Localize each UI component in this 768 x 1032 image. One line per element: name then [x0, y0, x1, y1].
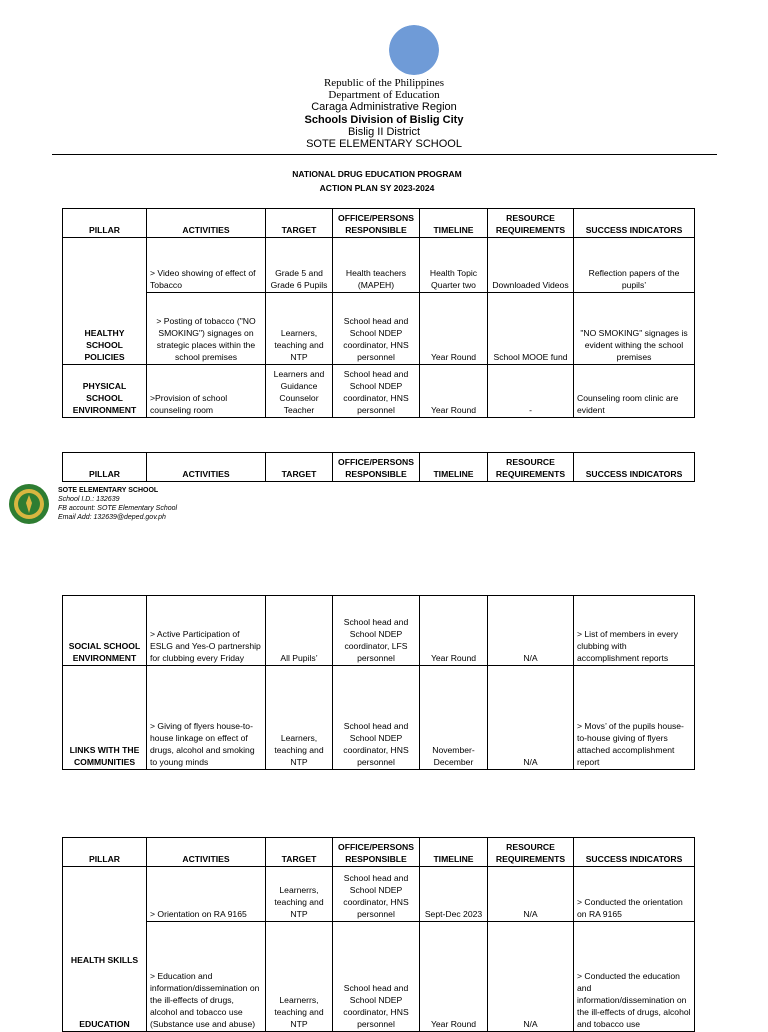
header-pillar: PILLAR — [63, 453, 147, 482]
header-pillar: PILLAR — [63, 209, 147, 238]
pillar-cell: PHYSICAL SCHOOL ENVIRONMENT — [63, 365, 147, 418]
pillar-cell: LINKS WITH THE COMMUNITIES — [63, 666, 147, 770]
table-row — [63, 293, 695, 365]
resource-cell: School MOOE fund — [488, 293, 574, 365]
action-plan-table-2 — [62, 452, 695, 482]
timeline-cell: Year Round — [420, 365, 488, 418]
footer-email: Email Add: 132639@deped.gov.ph — [58, 514, 166, 521]
resource-cell: N/A — [488, 666, 574, 770]
table-row — [63, 238, 695, 293]
header-timeline: TIMELINE — [420, 453, 488, 482]
header-target: TARGET — [266, 838, 333, 867]
header-activities: ACTIVITIES — [147, 838, 266, 867]
target-cell: Learnerrs, teaching and NTP — [266, 922, 333, 1032]
resource-cell: Downloaded Videos — [488, 238, 574, 293]
letterhead-region: Caraga Administrative Region — [311, 101, 457, 113]
action-plan-table-4 — [62, 837, 695, 1032]
activity-cell: > Education and information/dissemination on the ill-effects of drugs, alcohol and tobacco use (Substance use and abuse) — [147, 922, 266, 1032]
header-resource: RESOURCE REQUIREMENTS — [488, 453, 574, 482]
timeline-cell: Year Round — [420, 922, 488, 1032]
header-target: TARGET — [266, 209, 333, 238]
indicator-cell: > Conducted the orientation on RA 9165 — [574, 867, 695, 922]
table-row — [63, 867, 695, 922]
header-indicators: SUCCESS INDICATORS — [574, 453, 695, 482]
resource-cell: - — [488, 365, 574, 418]
timeline-cell: Sept-Dec 2023 — [420, 867, 488, 922]
header-timeline: TIMELINE — [420, 838, 488, 867]
resource-cell: N/A — [488, 596, 574, 666]
deped-seal-icon — [389, 25, 439, 75]
school-logo-icon — [8, 483, 50, 525]
resource-cell: N/A — [488, 867, 574, 922]
timeline-cell: Year Round — [420, 293, 488, 365]
indicator-cell: > Conducted the education and information/dissemination on the ill-effects of drugs, alcohol and tobacco use — [574, 922, 695, 1032]
indicator-cell: "NO SMOKING" signages is evident withing the school premises — [574, 293, 695, 365]
action-plan-table-1 — [62, 208, 695, 418]
header-resource: RESOURCE REQUIREMENTS — [488, 209, 574, 238]
footer-fb-account: FB account: SOTE Elementary School — [58, 505, 178, 512]
footer-school-id: School I.D.: 132639 — [58, 496, 120, 503]
timeline-cell: November-December — [420, 666, 488, 770]
plan-title: NATIONAL DRUG EDUCATION PROGRAM — [292, 169, 462, 179]
table-header-row — [63, 209, 695, 238]
plan-subtitle: ACTION PLAN SY 2023-2024 — [319, 183, 435, 193]
header-office: OFFICE/PERSONS RESPONSIBLE — [333, 453, 420, 482]
header-indicators: SUCCESS INDICATORS — [574, 838, 695, 867]
office-cell: School head and School NDEP coordinator, HNS personnel — [333, 293, 420, 365]
office-cell: School head and School NDEP coordinator, HNS personnel — [333, 922, 420, 1032]
header-timeline: TIMELINE — [420, 209, 488, 238]
letterhead-district: Bislig II District — [347, 126, 421, 138]
table-row — [63, 666, 695, 770]
office-cell: Health teachers (MAPEH) — [333, 238, 420, 293]
pillar-health-skills: HEALTH SKILLS — [70, 955, 139, 965]
pillar-cell — [63, 867, 147, 1032]
action-plan-table-3 — [62, 595, 695, 770]
indicator-cell: > List of members in every clubbing with accomplishment reports — [574, 596, 695, 666]
letterhead-republic: Republic of the Philippines — [323, 77, 445, 89]
header-resource: RESOURCE REQUIREMENTS — [488, 838, 574, 867]
indicator-cell: Reflection papers of the pupils’ — [574, 238, 695, 293]
table-row — [63, 365, 695, 418]
footer-school-name: SOTE ELEMENTARY SCHOOL — [58, 487, 159, 494]
table-row — [63, 922, 695, 1032]
timeline-cell: Health Topic Quarter two — [420, 238, 488, 293]
table-row — [63, 596, 695, 666]
activity-cell: > Orientation on RA 9165 — [147, 867, 266, 922]
target-cell: Learnerrs, teaching and NTP — [266, 867, 333, 922]
office-cell: School head and School NDEP coordinator, HNS personnel — [333, 867, 420, 922]
pillar-cell: HEALTHY SCHOOL POLICIES — [63, 238, 147, 365]
header-activities: ACTIVITIES — [147, 209, 266, 238]
office-cell: School head and School NDEP coordinator, LFS personnel — [333, 596, 420, 666]
resource-cell: N/A — [488, 922, 574, 1032]
header-indicators: SUCCESS INDICATORS — [574, 209, 695, 238]
letterhead-school: SOTE ELEMENTARY SCHOOL — [306, 138, 462, 150]
header-target: TARGET — [266, 453, 333, 482]
activity-cell: > Giving of flyers house-to-house linkage on effect of drugs, alcohol and smoking to young minds — [147, 666, 266, 770]
table-header-row — [63, 838, 695, 867]
activity-cell: >Provision of school counseling room — [147, 365, 266, 418]
header-activities: ACTIVITIES — [147, 453, 266, 482]
pillar-education: EDUCATION — [79, 1019, 130, 1029]
target-cell: All Pupils’ — [266, 596, 333, 666]
activity-cell: > Posting of tobacco ("NO SMOKING") signages on strategic places within the school premises — [147, 293, 266, 365]
header-pillar: PILLAR — [63, 838, 147, 867]
header-divider — [52, 154, 717, 155]
timeline-cell: Year Round — [420, 596, 488, 666]
office-cell: School head and School NDEP coordinator, HNS personnel — [333, 666, 420, 770]
target-cell: Learners, teaching and NTP — [266, 293, 333, 365]
indicator-cell: > Movs’ of the pupils house-to-house giving of flyers attached accomplishment report — [574, 666, 695, 770]
indicator-cell: Counseling room clinic are evident — [574, 365, 695, 418]
office-cell: School head and School NDEP coordinator, HNS personnel — [333, 365, 420, 418]
letterhead-department: Department of Education — [328, 89, 440, 101]
school-footer — [58, 486, 177, 522]
header-office: OFFICE/PERSONS RESPONSIBLE — [333, 209, 420, 238]
target-cell: Learners, teaching and NTP — [266, 666, 333, 770]
table-header-row — [63, 453, 695, 482]
activity-cell: > Active Participation of ESLG and Yes-O partnership for clubbing every Friday — [147, 596, 266, 666]
target-cell: Learners and Guidance Counselor Teacher — [266, 365, 333, 418]
header-office: OFFICE/PERSONS RESPONSIBLE — [333, 838, 420, 867]
letterhead-division: Schools Division of Bislig City — [304, 114, 464, 126]
target-cell: Grade 5 and Grade 6 Pupils — [266, 238, 333, 293]
pillar-cell: SOCIAL SCHOOL ENVIRONMENT — [63, 596, 147, 666]
activity-cell: > Video showing of effect of Tobacco — [147, 238, 266, 293]
